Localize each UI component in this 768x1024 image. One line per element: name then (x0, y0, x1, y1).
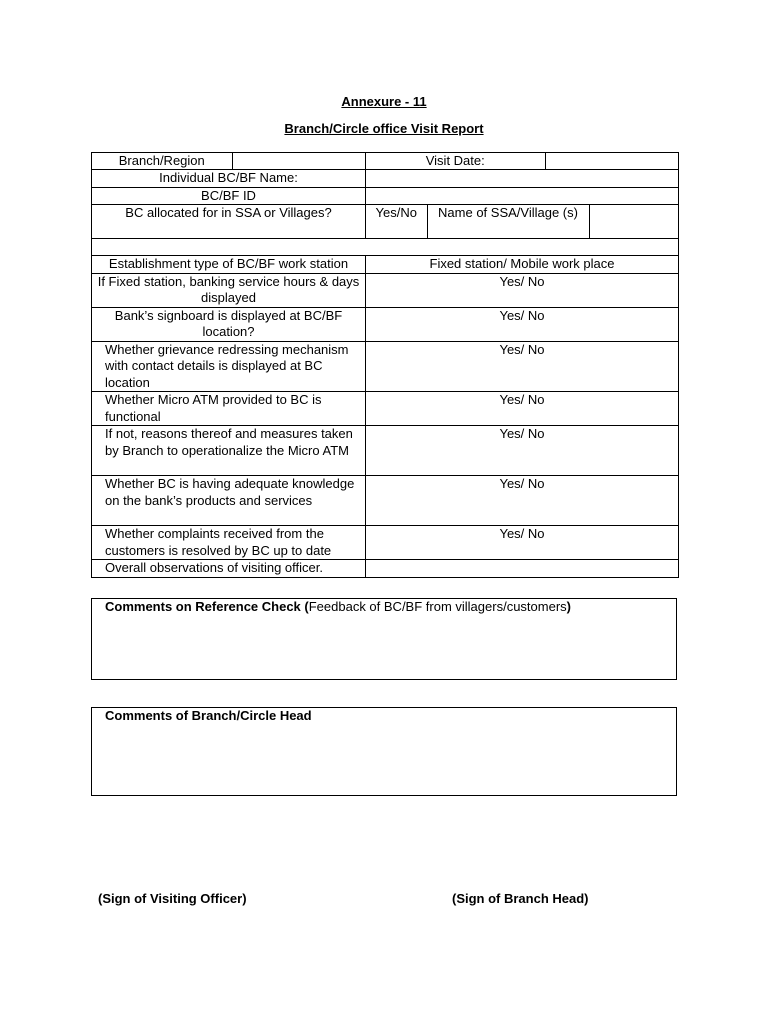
bc-id-row (92, 187, 679, 205)
branch-region-row (92, 153, 679, 170)
allocated-row (92, 205, 679, 239)
question-answer[interactable]: Yes/ No (366, 476, 679, 526)
individual-name-value[interactable] (366, 170, 679, 188)
question-row (92, 341, 679, 392)
branch-head-comments-box[interactable] (91, 707, 677, 796)
establishment-row (92, 256, 679, 274)
question-label: Whether BC is having adequate knowledge on the bank’s products and services (92, 476, 366, 526)
question-label: If Fixed station, banking service hours & days displayed (92, 273, 366, 307)
question-answer[interactable]: Yes/ No (366, 392, 679, 426)
question-row (92, 392, 679, 426)
overall-label: Overall observations of visiting officer. (92, 560, 366, 578)
question-answer[interactable]: Yes/ No (366, 307, 679, 341)
individual-name-label: Individual BC/BF Name: (92, 170, 366, 188)
ssa-name-value[interactable] (589, 205, 678, 238)
visit-date-label: Visit Date: (366, 153, 545, 169)
annexure-heading: Annexure - 11 (341, 94, 427, 109)
question-label: Whether grievance redressing mechanism with contact details is displayed at BC location (92, 341, 366, 392)
allocated-label: BC allocated for in SSA or Villages? (92, 205, 366, 239)
branch-head-signature: (Sign of Branch Head) (452, 891, 589, 906)
ssa-name-label: Name of SSA/Village (s) (427, 205, 589, 238)
visit-date-value[interactable] (545, 153, 678, 169)
question-answer[interactable]: Yes/ No (366, 273, 679, 307)
establishment-options[interactable]: Fixed station/ Mobile work place (366, 256, 679, 274)
question-row (92, 307, 679, 341)
question-label: If not, reasons thereof and measures taken by Branch to operationalize the Micro ATM (92, 426, 366, 476)
reference-check-title-normal: Feedback of BC/BF from villagers/customers (308, 599, 567, 614)
branch-region-label: Branch/Region (92, 153, 232, 169)
reference-check-box[interactable] (91, 598, 677, 680)
individual-name-row (92, 170, 679, 188)
report-title: Branch/Circle office Visit Report (284, 121, 484, 136)
question-row (92, 426, 679, 476)
visiting-officer-signature: (Sign of Visiting Officer) (98, 891, 247, 906)
branch-head-comments-title: Comments of Branch/Circle Head (105, 708, 312, 723)
question-answer[interactable]: Yes/ No (366, 426, 679, 476)
question-answer[interactable]: Yes/ No (366, 526, 679, 560)
question-label: Bank’s signboard is displayed at BC/BF location? (92, 307, 366, 341)
question-row (92, 273, 679, 307)
bc-id-value[interactable] (366, 187, 679, 205)
reference-check-title (92, 599, 676, 615)
reference-check-title-close: ) (566, 599, 571, 614)
visit-report-table (91, 152, 679, 578)
question-row (92, 526, 679, 560)
reference-check-title-bold: Comments on Reference Check ( (105, 599, 309, 614)
question-label: Whether complaints received from the customers is resolved by BC up to date (92, 526, 366, 560)
question-answer[interactable]: Yes/ No (366, 341, 679, 392)
overall-row (92, 560, 679, 578)
blank-row (92, 239, 679, 256)
branch-region-value[interactable] (232, 153, 365, 169)
establishment-label: Establishment type of BC/BF work station (92, 256, 366, 274)
question-label: Whether Micro ATM provided to BC is functional (92, 392, 366, 426)
overall-value[interactable] (366, 560, 679, 578)
question-row (92, 476, 679, 526)
bc-id-label: BC/BF ID (92, 187, 366, 205)
allocated-answer[interactable]: Yes/No (366, 205, 427, 238)
